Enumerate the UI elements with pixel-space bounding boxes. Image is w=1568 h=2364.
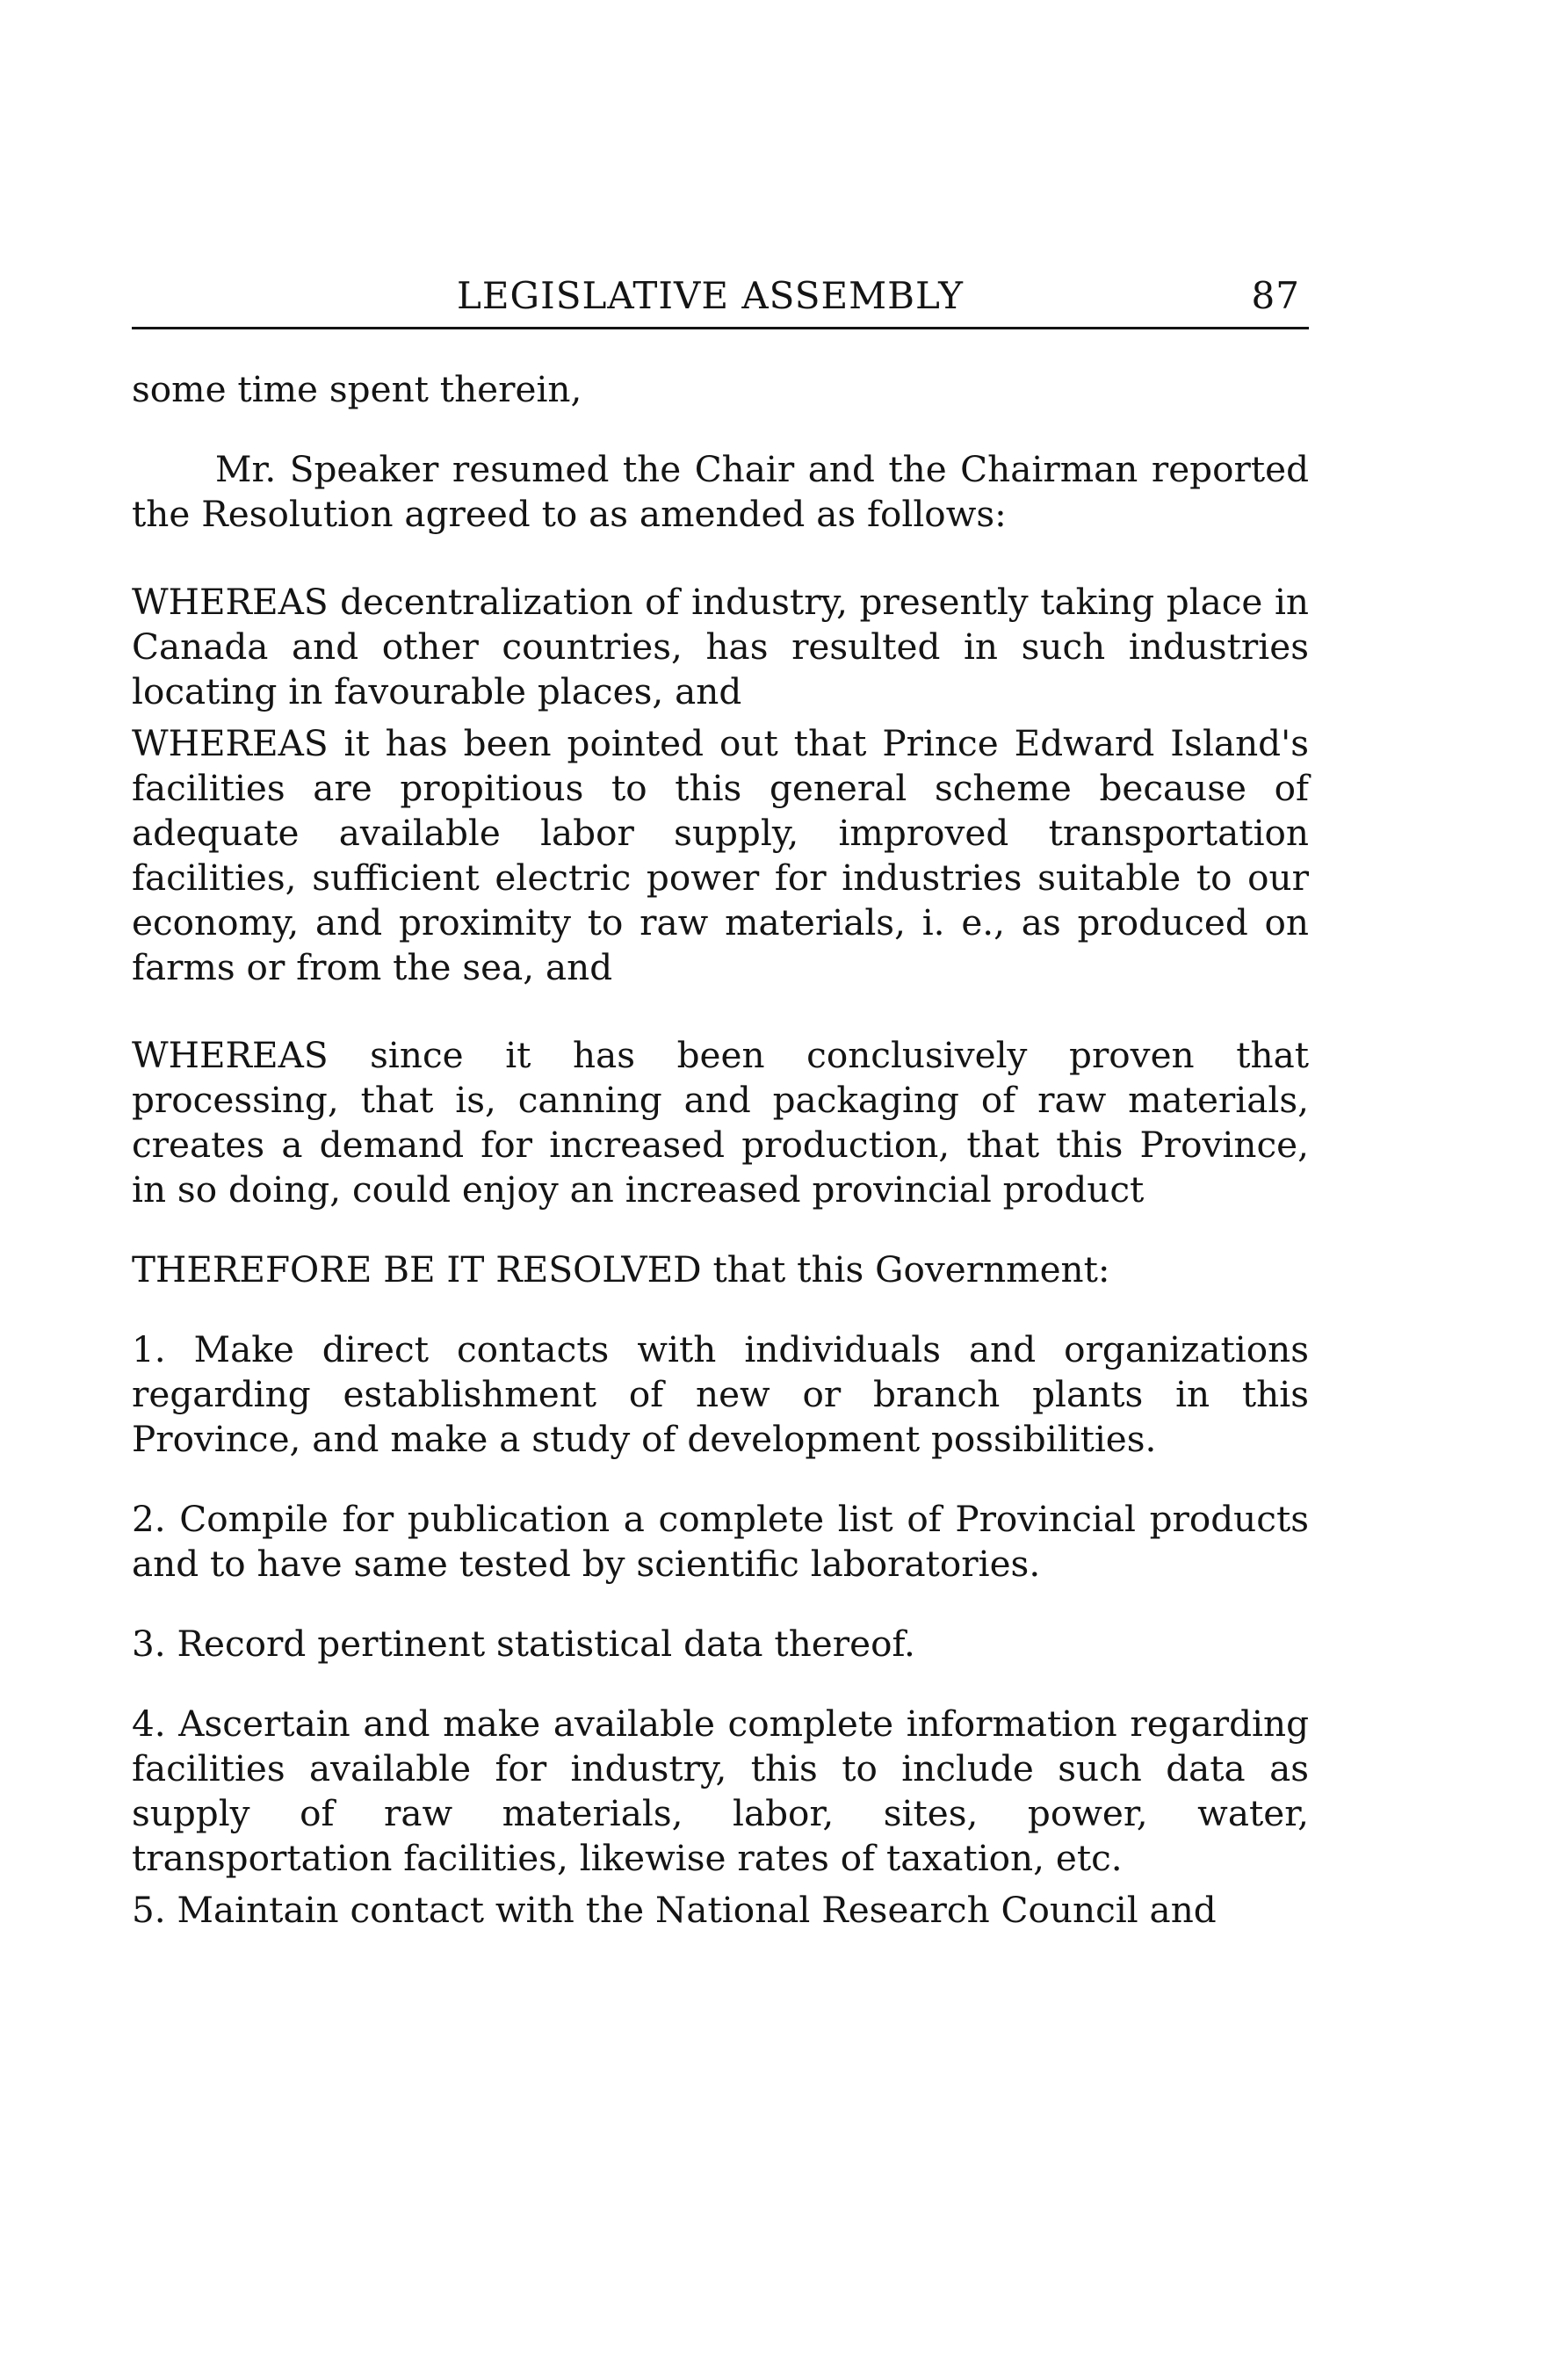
paragraph-whereas-2: WHEREAS it has been pointed out that Prince Edward Island's facilities are propitious to this general scheme because of adequate available labor supply, improved transportation facilities, sufficient electric power for industries suitable to our economy, and proximity to raw materials, i. e., as produced on farms or from the sea, and xyxy=(132,722,1309,988)
list-item-2: 2. Compile for publication a complete list of Provincial products and to have same tested by scientific laboratories. xyxy=(132,1498,1309,1585)
list-item-4: 4. Ascertain and make available complete information regarding facilities available for industry, this to include such data as supply of raw materials, labor, sites, power, water, transportation facilities, likewise rates of taxation, etc. xyxy=(132,1703,1309,1879)
list-item-1: 1. Make direct contacts with individuals and organizations regarding establishment of new or branch plants in this Province, and make a study of development possibilities. xyxy=(132,1328,1309,1460)
paragraph-speaker: Mr. Speaker resumed the Chair and the Chairman reported the Resolution agreed to as amended as follows: xyxy=(132,448,1309,535)
header-rule xyxy=(132,327,1309,329)
list-item-3: 3. Record pertinent statistical data thereof. xyxy=(132,1623,915,1665)
header-title: LEGISLATIVE ASSEMBLY xyxy=(457,274,964,317)
page-number: 87 xyxy=(1251,274,1300,317)
running-header xyxy=(132,274,1309,323)
paragraph-resolved: THEREFORE BE IT RESOLVED that this Government: xyxy=(132,1248,1110,1290)
paragraph-whereas-3: WHEREAS since it has been conclusively proven that processing, that is, canning and packaging of raw materials, creates a demand for increased production, that this Province, in so doing, could enjoy an increased provincial product xyxy=(132,1034,1309,1211)
paragraph-continuation: some time spent therein, xyxy=(132,368,582,410)
list-item-5: 5. Maintain contact with the National Research Council and xyxy=(132,1889,1217,1931)
document-body xyxy=(132,367,1309,1933)
paragraph-whereas-1: WHEREAS decentralization of industry, presently taking place in Canada and other countries, has resulted in such industries locating in favourable places, and xyxy=(132,581,1309,712)
